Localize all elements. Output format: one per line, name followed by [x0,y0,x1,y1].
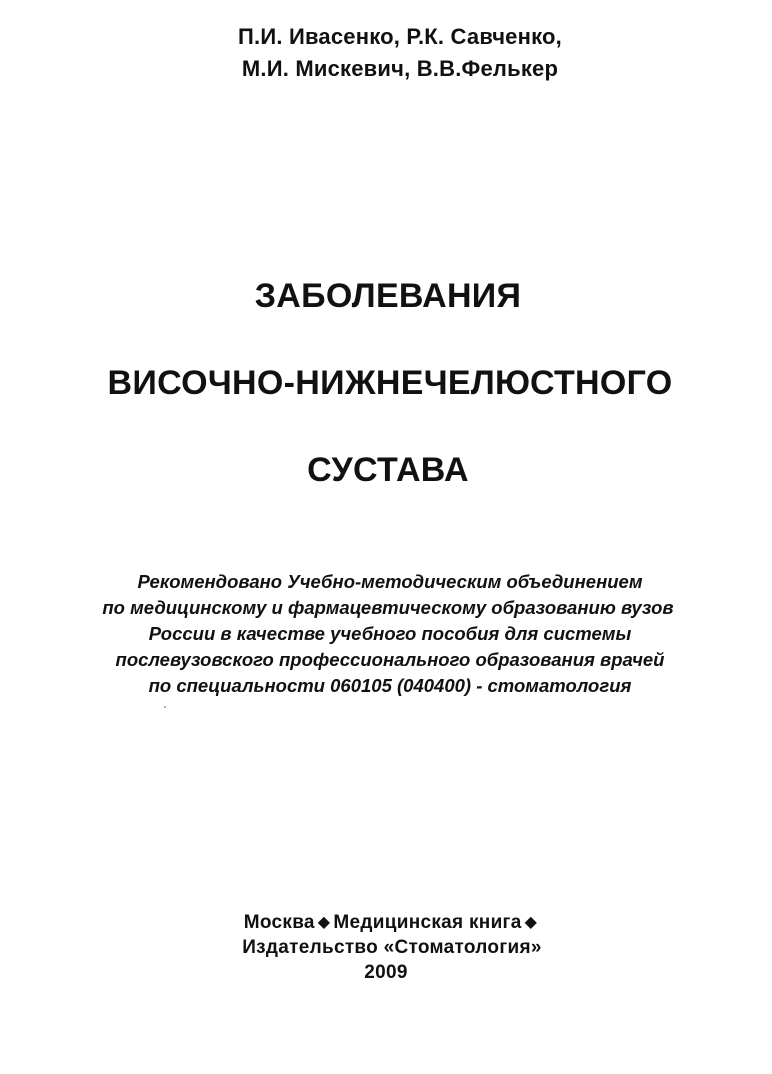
recommendation-line-4: послевузовского профессионального образования врачей [115,649,665,670]
book-title-line-1: ЗАБОЛЕВАНИЯ [254,277,522,315]
recommendation-line-5: по специальности 060105 (040400) - стоматология [148,675,632,696]
recommendation-line-3: России в качестве учебного пособия для системы [148,623,632,644]
publication-year: 2009 [364,962,408,983]
publisher-city: Москва [243,912,315,933]
diamond-icon: ◆ [524,914,538,931]
recommendation-line-1: Рекомендовано Учебно-методическим объединением [137,571,643,592]
recommendation-line-2: по медицинскому и фармацевтическому образованию вузов [102,597,674,618]
publisher-house: Издательство «Стоматология» [242,937,542,958]
authors-line-1: П.И. Ивасенко, Р.К. Савченко, [238,24,562,49]
scan-speck [164,706,166,708]
book-title-line-3: СУСТАВА [307,451,469,489]
publisher-line-1 [6,912,772,934]
authors-line-2: М.И. Мискевич, В.В.Фелькер [241,56,559,81]
book-title-line-2: ВИСОЧНО-НИЖНЕЧЕЛЮСТНОГО [107,364,673,402]
diamond-icon: ◆ [317,914,331,931]
publisher-imprint: Медицинская книга [333,912,522,933]
